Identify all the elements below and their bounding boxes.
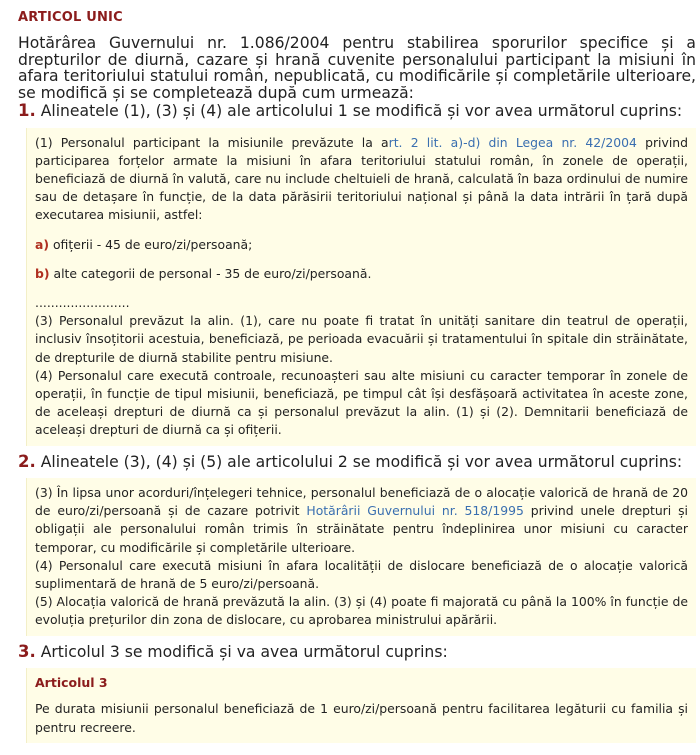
point-number: 3. xyxy=(18,641,36,661)
hg-link[interactable]: Hotărârii Guvernului nr. 518/1995 xyxy=(306,503,524,519)
amendment-box-1 xyxy=(26,128,696,446)
point-3 xyxy=(18,641,696,661)
point-2 xyxy=(18,451,696,471)
paragraph-3: (3) În lipsa unor acorduri/înțelegeri tehnice, personalul beneficiază de o alocație valorică de hrană de 20 de euro/zi/persoană și de cazare potrivit Hotărârii Guvernului nr. 518/1995 privind unele drepturi și obligații ale personalului român trimis în străinătate pentru îndeplinirea unor misiuni cu caracter temporar, cu modificările și completările ulterioare. xyxy=(35,485,688,555)
article-3-title: Articolul 3 xyxy=(35,675,108,691)
point-text: Alineatele (1), (3) și (4) ale articolului 1 se modifică și vor avea următorul cuprins: xyxy=(40,102,683,120)
amendment-box-2 xyxy=(26,478,696,636)
paragraph-1: (1) Personalul participant la misiunile prevăzute la art. 2 lit. a)-d) din Legea nr. 42/2004 privind participarea forțelor armate la misiuni în afara teritoriului statului român, în zonele de operații, beneficiază de diurnă în valută, care nu include cheltuieli de hrană, calculată în baza ordinului de numire sau de detașare în funcție, de la data părăsirii teritoriului național și până la data intrării în țară după executarea misiunii, astfel: xyxy=(35,134,688,223)
point-number: 1. xyxy=(18,101,36,120)
ellipsis: ........................ xyxy=(35,294,130,310)
paragraph-1: Pe durata misiunii personalul beneficiază de 1 euro/zi/persoană pentru facilitarea legăturii cu familia și pentru recreere. xyxy=(35,701,688,735)
intro-paragraph: Hotărârea Guvernului nr. 1.086/2004 pentru stabilirea sporurilor specifice și a drepturilor de diurnă, cazare și hrană cuvenite personalului participant la misiuni în afara teritoriului statului român, nepublicată, cu modificările și completările ulterioare, se modifică și se completează după cum urmează: xyxy=(18,34,696,102)
article-heading: ARTICOL UNIC xyxy=(18,10,123,25)
law-link[interactable]: rt. 2 lit. a)-d) din Legea nr. 42/2004 xyxy=(388,134,637,150)
paragraph-4: (4) Personalul care execută misiuni în afara localității de dislocare beneficiază de o alocație valorică suplimentară de hrană de 5 euro/zi/persoană. xyxy=(35,557,688,592)
point-text: Articolul 3 se modifică și va avea următorul cuprins: xyxy=(40,642,448,661)
paragraph-5: (5) Alocația valorică de hrană prevăzută la alin. (3) și (4) poate fi majorată cu până la 100% în funcție de evoluția prețurilor din zona de dislocare, cu aprobarea ministrului apărării. xyxy=(35,594,688,628)
letter-a: a) ofițerii - 45 de euro/zi/persoană; xyxy=(35,236,253,252)
letter-b: b) alte categorii de personal - 35 de euro/zi/persoană. xyxy=(35,265,372,281)
point-1 xyxy=(18,103,696,120)
paragraph-3: (3) Personalul prevăzut la alin. (1), care nu poate fi tratat în unități sanitare din teatrul de operații, inclusiv însoțitorii acestuia, beneficiază, pe perioada evacuării și tratamentului în spitale din străinătate, de drepturile de diurnă stabilite pentru misiune. xyxy=(35,313,688,365)
paragraph-4: (4) Personalul care execută controale, recunoașteri sau alte misiuni cu caracter temporar în zonele de operații, în funcție de tipul misiunii, beneficiază, pe timpul cât își desfășoară activitatea în aceste zone, de aceleași drepturi de diurnă ca și personalul prevăzut la alin. (1) și (2). Demnitarii beneficiază de aceleași drepturi de diurnă ca și ofițerii. xyxy=(35,367,688,438)
amendment-box-3 xyxy=(26,668,696,743)
point-number: 2. xyxy=(18,451,36,471)
point-text: Alineatele (3), (4) și (5) ale articolului 2 se modifică și vor avea următorul cuprins: xyxy=(40,452,683,471)
